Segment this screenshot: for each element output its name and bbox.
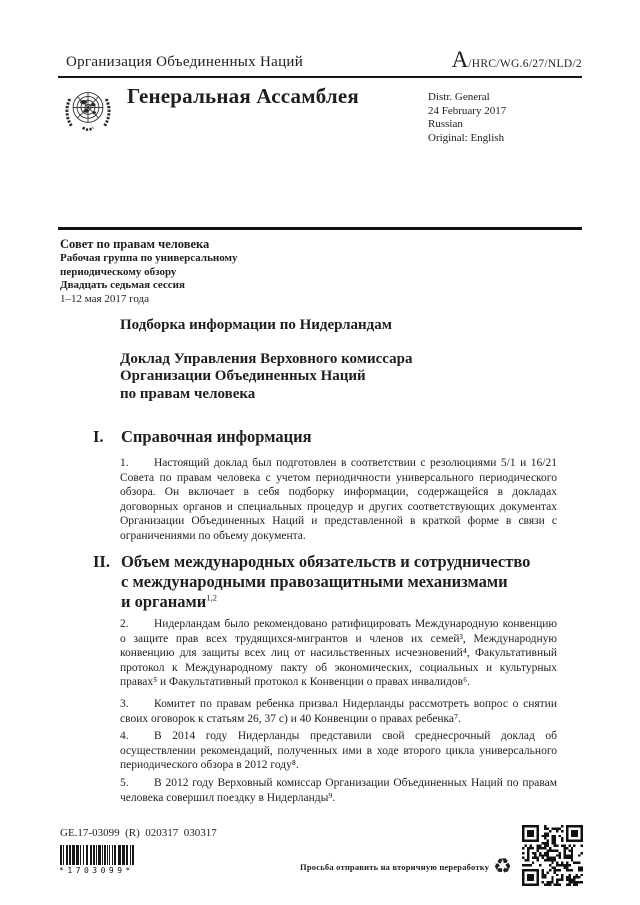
paragraph-1 bbox=[120, 456, 557, 543]
recycle-note-row bbox=[300, 856, 512, 877]
council-name: Совет по правам человека bbox=[60, 237, 210, 251]
recycle-note: Просьба отправить на вторичную переработку bbox=[300, 861, 490, 872]
ge-document-number: GE.17-03099 (R) 020317 030317 bbox=[60, 827, 217, 839]
section-1-heading bbox=[93, 427, 312, 447]
section-2-numeral: II. bbox=[93, 552, 110, 571]
original-language-line: Original: English bbox=[428, 131, 505, 144]
distribution-block bbox=[428, 91, 506, 145]
section-1-numeral: I. bbox=[93, 427, 104, 446]
section-1-title: Справочная информация bbox=[121, 427, 312, 446]
document-symbol-rest: /HRC/WG.6/27/NLD/2 bbox=[468, 58, 582, 70]
paragraph-number: 4. bbox=[120, 730, 129, 742]
language-line: Russian bbox=[428, 118, 463, 130]
un-emblem-icon bbox=[60, 82, 116, 138]
un-org-name: Организация Объединенных Наций bbox=[66, 54, 304, 70]
barcode-text: *1703099* bbox=[59, 866, 134, 875]
paragraph-number: 5. bbox=[120, 777, 129, 789]
section-2-title-line-1: Объем международных обязательств и сотрудничество bbox=[121, 552, 531, 571]
working-group-line-2: периодическому обзору bbox=[60, 265, 177, 278]
paragraph-4 bbox=[120, 729, 557, 773]
paragraph-text: Нидерландам было рекомендовано ратифицировать Международную конвенцию о защите прав всех трудящихся-мигрантов и членов их семей³, Международную конвенцию для защиты всех лиц от насильственных исчезновений⁴, Факультативный протокол к Международному пакту об экономических, социальных и культурных правах⁵ и Факультативный протокол к Конвенции о правах инвалидов⁶. bbox=[120, 618, 557, 688]
compilation-title: Подборка информации по Нидерландам bbox=[120, 317, 392, 333]
report-title bbox=[120, 351, 412, 403]
barcode bbox=[60, 845, 138, 865]
report-title-line-2: Организации Объединенных Наций bbox=[120, 368, 366, 385]
distr-line: Distr. General bbox=[428, 91, 490, 103]
session-name: Двадцать седьмая сессия bbox=[60, 279, 185, 292]
section-2-title bbox=[121, 552, 530, 612]
paragraph-2 bbox=[120, 617, 557, 690]
recycle-icon: ♻ bbox=[493, 854, 512, 878]
report-title-line-3: по правам человека bbox=[120, 385, 256, 402]
paragraph-text: Настоящий доклад был подготовлен в соответствии с резолюциями 5/1 и 16/21 Совета по правам человека с учетом периодичности универсального периодического обзора. Он включает в себя подборку информации, содержащейся в докладах договорных органов и специальных процедур и других соответствующих документах Организации Объединенных Наций и представленной в краткой форме в связи с ограничениями по объему документа. bbox=[120, 457, 557, 542]
section-2-heading bbox=[93, 552, 530, 612]
date-line: 24 February 2017 bbox=[428, 104, 507, 117]
thick-divider-rule bbox=[58, 227, 582, 230]
section-2-title-line-2: с международными правозащитными механизмами bbox=[121, 572, 508, 591]
paragraph-3 bbox=[120, 697, 557, 726]
header-rule bbox=[58, 76, 582, 78]
working-group-line-1: Рабочая группа по универсальному bbox=[60, 252, 238, 264]
paragraph-5 bbox=[120, 776, 557, 805]
document-symbol-prefix: A bbox=[451, 47, 469, 72]
section-2-title-line-3: и органами bbox=[121, 592, 207, 611]
paragraph-text: В 2014 году Нидерланды представили свой среднесрочный доклад об осуществлении рекомендаций, полученных ими в ходе второго цикла универсального периодического обзора в 2012 году⁸. bbox=[120, 730, 557, 771]
paragraph-number: 1. bbox=[120, 457, 129, 469]
qr-code bbox=[522, 825, 583, 886]
paragraph-number: 2. bbox=[120, 618, 129, 630]
document-symbol bbox=[452, 48, 582, 71]
assembly-title: Генеральная Ассамблея bbox=[127, 84, 359, 108]
paragraph-text: В 2012 году Верховный комиссар Организации Объединенных Наций по правам человека совершил поездку в Нидерланды⁹. bbox=[120, 777, 557, 804]
paragraph-text: Комитет по правам ребенка призвал Нидерланды рассмотреть вопрос о снятии своих оговорок к статьям 26, 37 c) и 40 Конвенции о правах ребенка⁷. bbox=[120, 698, 557, 725]
report-title-line-1: Доклад Управления Верховного комиссара bbox=[120, 351, 413, 367]
paragraph-number: 3. bbox=[120, 698, 129, 710]
session-block bbox=[60, 237, 238, 307]
session-dates: 1–12 мая 2017 года bbox=[60, 293, 149, 306]
footnote-reference: 1,2 bbox=[206, 592, 217, 603]
